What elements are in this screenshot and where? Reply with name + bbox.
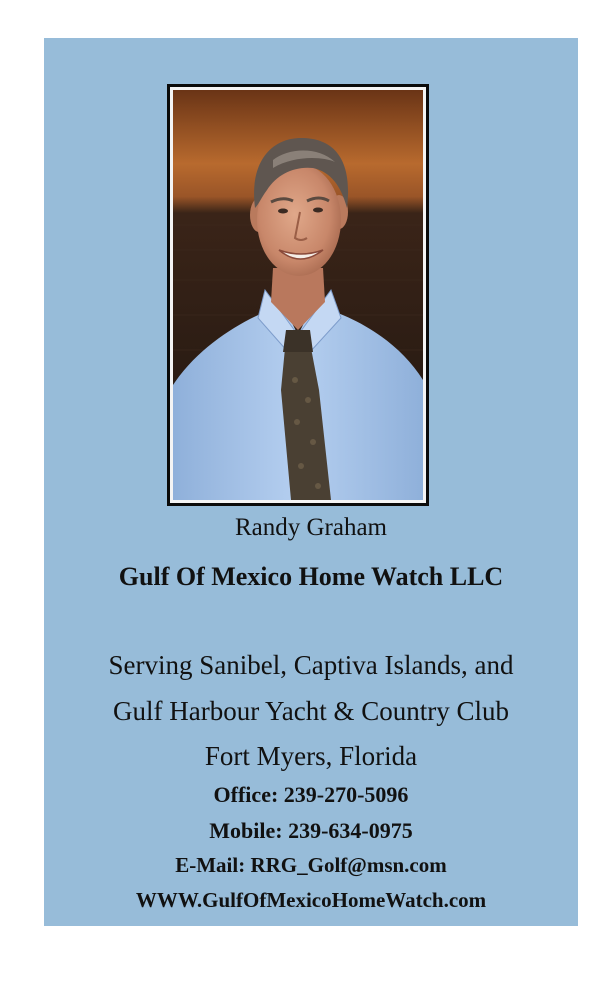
portrait-photo <box>173 90 423 500</box>
left-eye <box>278 209 288 214</box>
person-name: Randy Graham <box>234 514 388 541</box>
service-area-line-2: Gulf Harbour Yacht & Country Club <box>113 696 509 726</box>
service-area-line-1: Serving Sanibel, Captiva Islands, and <box>108 650 514 680</box>
portrait-photo-frame <box>167 84 429 506</box>
tie-knot <box>283 330 313 352</box>
office-phone: Office: 239-270-5096 <box>213 782 409 807</box>
right-eye <box>313 208 323 213</box>
company-name: Gulf Of Mexico Home Watch LLC <box>118 562 504 591</box>
mobile-phone: Mobile: 239-634-0975 <box>209 818 413 843</box>
location: Fort Myers, Florida <box>204 741 418 771</box>
email-address: E-Mail: RRG_Golf@msn.com <box>175 853 447 877</box>
business-card <box>44 38 578 926</box>
website-url: WWW.GulfOfMexicoHomeWatch.com <box>135 888 487 912</box>
